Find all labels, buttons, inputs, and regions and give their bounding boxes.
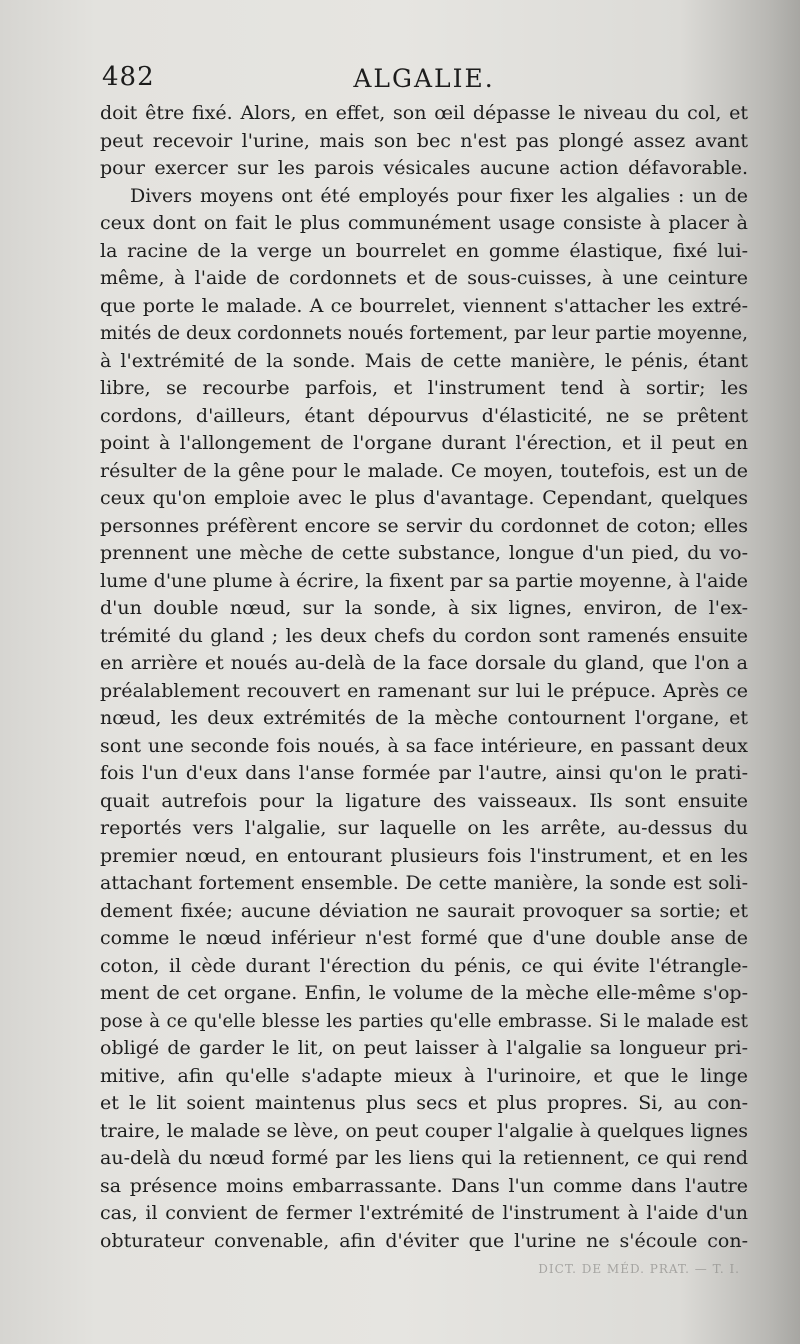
text-line: quait autrefois pour la ligature des vaisseaux. Ils sont ensuite (100, 789, 748, 812)
text-line: et le lit soient maintenus plus secs et plus propres. Si, au con- (100, 1092, 748, 1114)
text-line: ceux qu'on emploie avec le plus d'avantage. Cependant, quelques (100, 487, 748, 509)
text-line: obligé de garder le lit, on peut laisser à l'algalie sa longueur pri- (100, 1037, 748, 1059)
text-line: la racine de la verge un bourrelet en gomme élastique, fixé lui- (100, 239, 748, 262)
text-line: trémité du gland ; les deux chefs du cordon sont ramenés ensuite (100, 624, 748, 647)
text-line: doit être fixé. Alors, en effet, son œil dépasse le niveau du col, et (100, 102, 748, 124)
signature-mark: DICT. DE MÉD. PRAT. — T. I. (538, 1262, 740, 1276)
text-line: dement fixée; aucune déviation ne saurait provoquer sa sortie; et (100, 899, 748, 922)
text-line: mités de deux cordonnets noués fortement, par leur partie moyenne, (100, 323, 748, 344)
text-line: au-delà du nœud formé par les liens qui la retiennent, ce qui rend (100, 1147, 748, 1169)
text-line: préalablement recouvert en ramenant sur lui le prépuce. Après ce (100, 679, 748, 702)
text-line: cordons, d'ailleurs, étant dépourvus d'élasticité, ne se prêtent (100, 404, 748, 427)
text-line: ceux dont on fait le plus communément usage consiste à placer à (100, 212, 748, 234)
text-line: attachant fortement ensemble. De cette manière, la sonde est soli- (100, 872, 748, 894)
text-line: d'un double nœud, sur la sonde, à six lignes, environ, de l'ex- (100, 597, 748, 619)
text-line: résulter de la gêne pour le malade. Ce moyen, toutefois, est un de (100, 459, 748, 482)
page-header (100, 62, 748, 98)
text-line: premier nœud, en entourant plusieurs fois l'instrument, et en les (100, 844, 748, 867)
text-line: même, à l'aide de cordonnets et de sous-cuisses, à une ceinture (100, 267, 748, 289)
text-line: libre, se recourbe parfois, et l'instrument tend à sortir; les (100, 377, 748, 399)
text-line: que porte le malade. A ce bourrelet, viennent s'attacher les extré- (100, 294, 748, 317)
text-line: personnes préfèrent encore se servir du cordonnet de coton; elles (100, 514, 748, 537)
text-line: comme le nœud inférieur n'est formé que d'une double anse de (100, 927, 748, 949)
text-line: traire, le malade se lève, on peut couper l'algalie à quelques lignes (100, 1119, 748, 1142)
text-line: lume d'une plume à écrire, la fixent par sa partie moyenne, à l'aide (100, 569, 748, 592)
text-line: sa présence moins embarrassante. Dans l'un comme dans l'autre (100, 1174, 748, 1197)
body-text (100, 100, 748, 1255)
text-line: pose à ce qu'elle blesse les parties qu'elle embrasse. Si le malade est (100, 1010, 748, 1032)
text-line: à l'extrémité de la sonde. Mais de cette manière, le pénis, étant (100, 349, 748, 372)
text-line: pour exercer sur les parois vésicales aucune action défavorable. (100, 157, 748, 179)
running-head: ALGALIE. (353, 64, 495, 93)
text-line: cas, il convient de fermer l'extrémité de l'instrument à l'aide d'un (100, 1202, 748, 1224)
text-line: coton, il cède durant l'érection du pénis, ce qui évite l'étrangle- (100, 954, 748, 977)
page-number: 482 (102, 62, 155, 92)
text-line: mitive, afin qu'elle s'adapte mieux à l'urinoire, et que le linge (100, 1064, 748, 1087)
text-line: Divers moyens ont été employés pour fixer les algalies : un de (130, 184, 748, 207)
text-line: obturateur convenable, afin d'éviter que l'urine ne s'écoule con- (100, 1229, 748, 1252)
text-line: nœud, les deux extrémités de la mèche contournent l'organe, et (100, 707, 748, 729)
text-line: peut recevoir l'urine, mais son bec n'est pas plongé assez avant (100, 129, 748, 152)
text-line: ment de cet organe. Enfin, le volume de la mèche elle-même s'op- (100, 982, 748, 1004)
text-line: en arrière et noués au-delà de la face dorsale du gland, que l'on a (100, 652, 748, 674)
text-line: reportés vers l'algalie, sur laquelle on les arrête, au-dessus du (100, 817, 748, 839)
text-line: point à l'allongement de l'organe durant l'érection, et il peut en (100, 432, 748, 454)
text-line: sont une seconde fois noués, à sa face intérieure, en passant deux (100, 734, 748, 757)
text-line: prennent une mèche de cette substance, longue d'un pied, du vo- (100, 542, 748, 564)
text-line: fois l'un d'eux dans l'anse formée par l'autre, ainsi qu'on le prati- (100, 762, 748, 784)
